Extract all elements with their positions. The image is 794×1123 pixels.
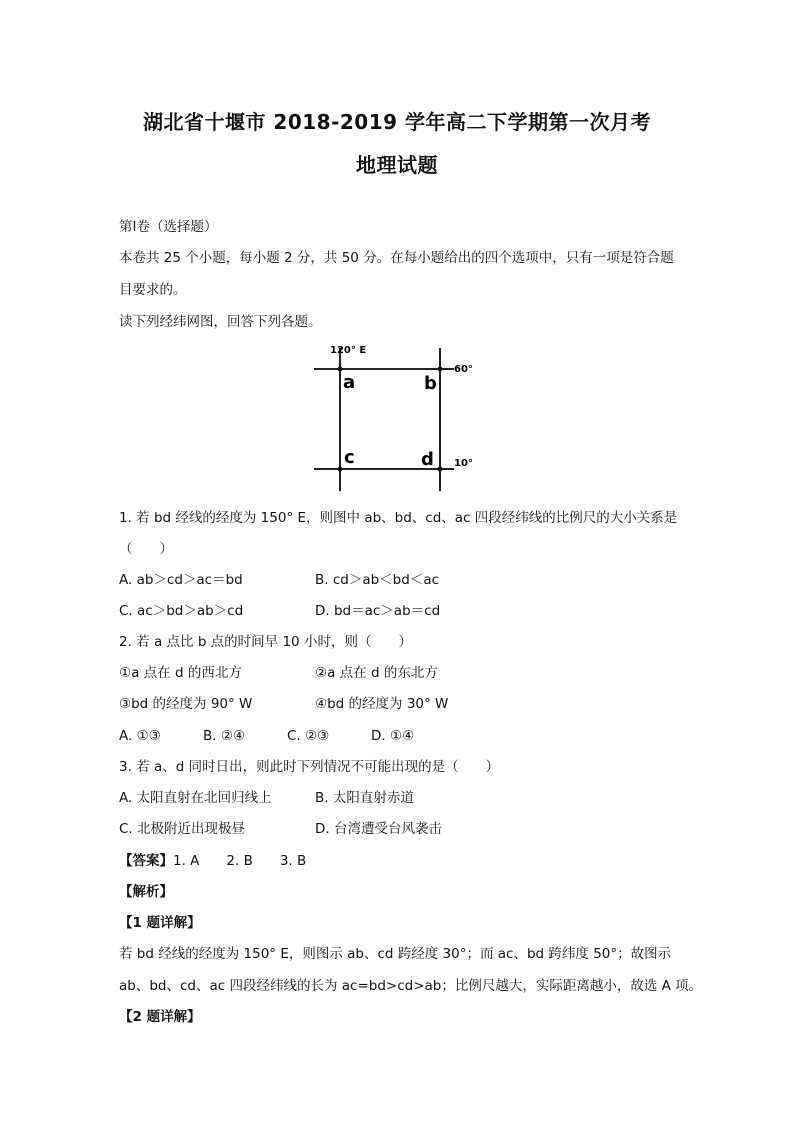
- q3-option-d: D. 台湾遭受台风袭击: [315, 821, 442, 837]
- figure-prompt: 读下列经纬网图，回答下列各题。: [119, 314, 322, 330]
- point-d-label: d: [421, 449, 434, 470]
- detail-2-label: 【2 题详解】: [119, 1009, 201, 1025]
- answer-text: 1. A 2. B 3. B: [173, 853, 307, 869]
- exam-subject-title: 地理试题: [356, 153, 438, 177]
- q2-statement-4: ④bd 的经度为 30° W: [315, 696, 449, 712]
- intro-text: 本卷共 25 个小题，每小题 2 分，共 50 分。在每小题给出的四个选项中，只有一项是符合题: [119, 250, 674, 266]
- q2-stem: 2. 若 a 点比 b 点的时间早 10 小时，则（ ）: [119, 634, 412, 650]
- section-heading: 第Ⅰ卷（选择题）: [119, 219, 218, 235]
- longitude-label: 120° E: [330, 345, 367, 356]
- point-b-dot: [438, 367, 443, 372]
- point-c-dot: [338, 467, 343, 472]
- analysis-label: 【解析】: [119, 884, 173, 900]
- answer-label: 【答案】: [119, 853, 173, 869]
- detail-1-text: 若 bd 经线的经度为 150° E，则图示 ab、cd 跨经度 30°；而 ac、bd 跨纬度 50°；故图示: [119, 946, 672, 962]
- latitude-bottom-label: 10°: [454, 458, 473, 469]
- q1-stem-paren: （ ）: [119, 541, 173, 557]
- q2-option-c: C. ②③: [287, 728, 330, 744]
- answer-line: [119, 852, 306, 870]
- q2-statement-3: ③bd 的经度为 90° W: [119, 696, 253, 712]
- detail-1-label: 【1 题详解】: [119, 915, 201, 931]
- q2-option-d: D. ①④: [371, 728, 415, 744]
- lat-lon-grid-figure: [300, 338, 500, 496]
- detail-1-text-cont: ab、bd、cd、ac 四段经纬线的长为 ac=bd>cd>ab；比例尺越大，实际距离越小，故选 A 项。: [119, 978, 703, 994]
- latitude-top-label: 60°: [454, 364, 473, 375]
- q3-option-a: A. 太阳直射在北回归线上: [119, 790, 272, 806]
- q1-option-b: B. cd＞ab＜bd＜ac: [315, 572, 440, 588]
- q3-stem: 3. 若 a、d 同时日出，则此时下列情况不可能出现的是（ ）: [119, 759, 500, 775]
- exam-title: 湖北省十堰市 2018-2019 学年高二下学期第一次月考: [142, 110, 652, 134]
- q1-option-d: D. bd＝ac＞ab＝cd: [315, 603, 441, 619]
- q1-stem: 1. 若 bd 经线的经度为 150° E，则图中 ab、bd、cd、ac 四段经纬线的比例尺的大小关系是: [119, 510, 678, 526]
- q1-option-a: A. ab＞cd＞ac＝bd: [119, 572, 243, 588]
- point-d-dot: [438, 467, 443, 472]
- intro-text-cont: 目要求的。: [119, 282, 187, 298]
- point-a-dot: [338, 367, 343, 372]
- q2-option-b: B. ②④: [203, 728, 246, 744]
- q2-option-a: A. ①③: [119, 728, 161, 744]
- point-a-label: a: [343, 372, 356, 393]
- point-c-label: c: [344, 447, 355, 468]
- point-b-label: b: [424, 373, 437, 394]
- q3-option-b: B. 太阳直射赤道: [315, 790, 414, 806]
- q3-option-c: C. 北极附近出现极昼: [119, 821, 246, 837]
- q2-statement-2: ②a 点在 d 的东北方: [315, 665, 438, 681]
- q1-option-c: C. ac＞bd＞ab＞cd: [119, 603, 244, 619]
- q2-statement-1: ①a 点在 d 的西北方: [119, 665, 242, 681]
